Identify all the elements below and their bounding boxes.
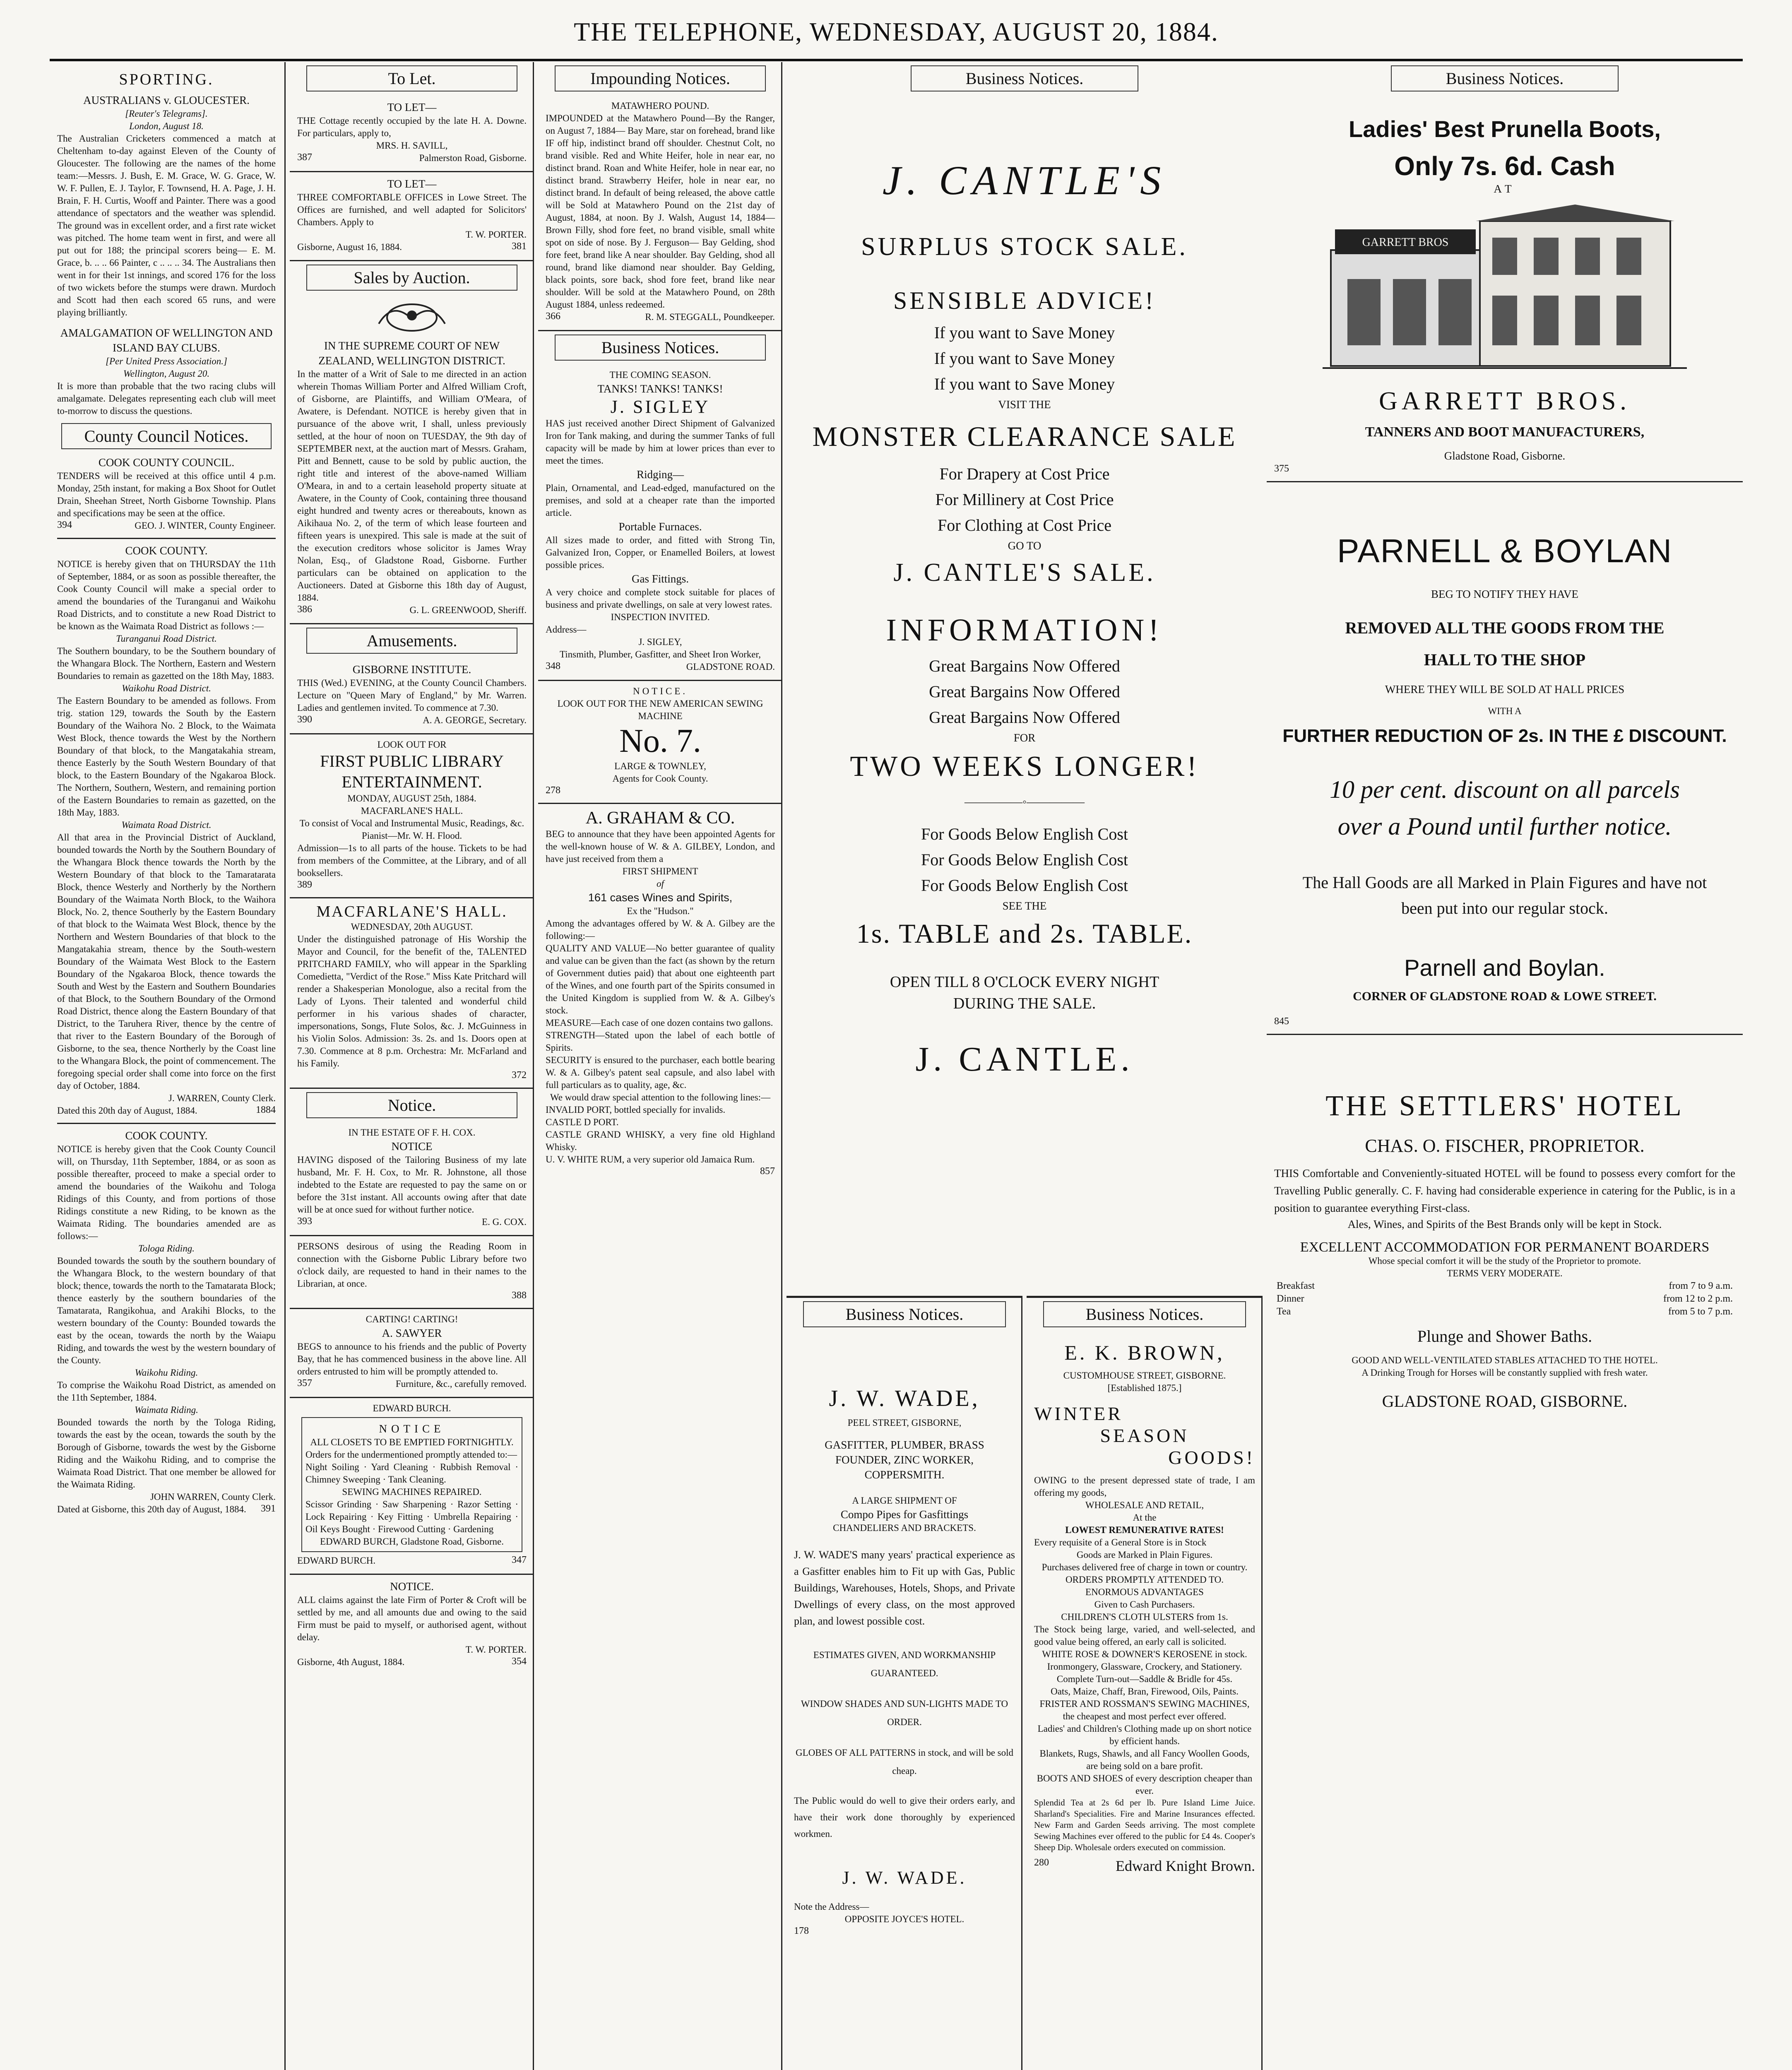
brown-owing: OWING to the present depressed state of trade, I am offering my goods, [1034, 1475, 1255, 1498]
brown-lowest: LOWEST REMUNERATIVE RATES! [1065, 1525, 1224, 1535]
signature: E. G. COX. [482, 1217, 527, 1227]
business-notices-header: Business Notices. [555, 335, 766, 361]
season-word: SEASON [1100, 1425, 1189, 1446]
cook-county-heading: COOK COUNTY. [57, 1123, 276, 1143]
settlers-ales: Ales, Wines, and Spirits of the Best Brands only will be kept in Stock. [1347, 1218, 1662, 1230]
business-notices-header: Business Notices. [803, 1301, 1006, 1327]
column-sporting [50, 62, 286, 2070]
ornament-divider: —————◦————— [965, 796, 1085, 809]
to-let-body: THE Cottage recently occupied by the late H. A. Downe. For particulars, apply to, [297, 116, 527, 138]
amalgamation-date: Wellington, August 20. [123, 368, 210, 379]
brown-established: [Established 1875.] [1107, 1383, 1182, 1393]
advantages-line: Among the advantages offered by W. & A. Gilbey are the following:— [546, 918, 775, 941]
tanks-heading: TANKS! TANKS! TANKS! [597, 383, 723, 395]
burch-closets: ALL CLOSETS TO BE EMPTIED FORTNIGHTLY. [310, 1437, 514, 1447]
wade-estimates: ESTIMATES GIVEN, AND WORKMANSHIP GUARANTEED. [813, 1650, 996, 1678]
look-out-line: LOOK OUT FOR [377, 739, 447, 750]
sporting-body: The Australian Cricketers commenced a match at Cheltenham to-day against Eleven of the County of Gloucester. The following are the names of the home team:—Messrs. J. Bush, E. M. Grace, W. G. Grace, W. W. F. Pullen, E. J. Taylor, F. Townsend, H. A. Page, J. H. Brain, F. H. Curtis, Wooff and Painter. There was a good attendance of spectators and the weather was splendid. The ground was in excellent order, and a first rate wicket was pitched. The home team went in first, and were all put out for 188; the principal scorers being— E. M. Grace, b. .. .. 66 Painter, c .. .. .. 34. The Australians then went in for their 1st innings, and scored 176 for the loss of two wickets before the stumps were drawn. Murdoch and Scott had then each scored 65 runs, and were playing brilliantly. [57, 133, 276, 318]
amalgamation-heading: AMALGAMATION OF WELLINGTON AND ISLAND BAY CLUBS. [60, 327, 273, 354]
wade-globes: GLOBES OF ALL PATTERNS in stock, and will be sold cheap. [795, 1747, 1014, 1776]
to-let-heading: TO LET— [387, 101, 437, 113]
ridging-heading: Ridging— [636, 468, 684, 481]
agents-line: Agents for Cook County. [612, 773, 708, 784]
bargains-line: Great Bargains Now Offered [929, 682, 1120, 701]
library-heading: FIRST PUBLIC LIBRARY ENTERTAINMENT. [320, 752, 504, 791]
parnell-removed: HALL TO THE SHOP [1424, 650, 1586, 669]
ad-number: 387 [297, 152, 312, 163]
parnell-where: WHERE THEY WILL BE SOLD AT HALL PRICES [1385, 683, 1625, 696]
settlers-hotel-name: THE SETTLERS' HOTEL [1325, 1090, 1684, 1122]
ad-number: 347 [512, 1555, 527, 1565]
notice-header: Notice. [306, 1092, 517, 1118]
column-right-ads [1267, 62, 1743, 2070]
wade-note: Note the Address— [794, 1902, 869, 1912]
furnaces-body: All sizes made to order, and fitted with Strong Tin, Galvanized Iron, Copper, or Enamelled Boilers, at lowest possible prices. [546, 535, 775, 570]
macfarlane-date: WEDNESDAY, 20th AUGUST. [351, 922, 473, 932]
inspection-line: INSPECTION INVITED. [611, 612, 710, 622]
cantle-advertisement [787, 62, 1263, 1283]
ad-number: 381 [512, 241, 527, 252]
wines-line: 161 cases Wines and Spirits, [588, 891, 733, 904]
brown-turnout: Complete Turn-out—Saddle & Bridle for 45s. [1056, 1674, 1233, 1684]
save-money-line: If you want to Save Money [934, 323, 1115, 342]
white-rum: U. V. WHITE RUM, a very superior old Jamaica Rum. [546, 1154, 755, 1165]
signature: R. M. STEGGALL, Poundkeeper. [645, 312, 775, 322]
burch-orders: Orders for the undermentioned promptly attended to:— [305, 1449, 517, 1460]
cook-county-heading: COOK COUNTY. [57, 538, 276, 558]
bargains-line: Great Bargains Now Offered [929, 657, 1120, 675]
wade-shades: WINDOW SHADES AND SUN-LIGHTS MADE TO ORDER. [801, 1699, 1008, 1727]
sawyer-body: BEGS to announce to his friends and the public of Poverty Bay, that he has commenced business in the above line. All orders entrusted to him will be promptly attended to. [297, 1341, 527, 1377]
burch-bottom-label: EDWARD BURCH. [297, 1555, 376, 1566]
wade-public: The Public would do well to give their orders early, and have their work done thoroughly by experienced workmen. [794, 1796, 1015, 1839]
riding-body: To comprise the Waikohu Road District, as amended on the 11th September, 1884. [57, 1380, 276, 1403]
brown-list: Splendid Tea at 2s 6d per lb. Pure Island Lime Juice. Sharland's Specialities. Fire and Marine Insurances effected. New Farm and Garden Seeds arriving. The most complete Sewing Machines ever offered to the public for £4 4s. Cooper's Sheep Dip. Wholesale orders executed on commission. [1034, 1798, 1255, 1852]
court-heading: IN THE SUPREME COURT OF NEW ZEALAND, WELLINGTON DISTRICT. [318, 339, 505, 367]
ad-number: 845 [1274, 1016, 1289, 1027]
sawyer-heading: A. SAWYER [382, 1327, 442, 1339]
below-cost-line: For Goods Below English Cost [921, 825, 1128, 843]
sawyer-footer: Furniture, &c., carefully removed. [395, 1379, 527, 1389]
two-weeks-longer: TWO WEEKS LONGER! [850, 751, 1199, 782]
riding-body: Bounded towards the south by the southern boundary of the Whangara Block, to the western boundary of that block; thence, towards the north to the Tamatarata Block; thence easterly by the southern boundaries of the Tamatarata, Rangikohua, and Arakihi Blocks, to the western boundary of the County: Bounded towards the east by the ocean, towards the north by the Waiapu Riding, and towards the west by the western boundary of the County. [57, 1256, 276, 1365]
brown-ladies: Ladies' and Children's Clothing made up on short notice by efficient hands. [1037, 1723, 1252, 1746]
meal-time: from 5 to 7 p.m. [1668, 1306, 1733, 1317]
cook-county-riding-notice: NOTICE is hereby given that the Cook County Council will, on Thursday, 11th September, 1884, or as soon as possible thereafter, proceed to make a special order to amend the boundaries of the Waikohu and Tologa Ridings of this County, and from portions of those Ridings constitute a new Riding, to be known as the Waimata Riding. The boundaries amended are as follows:— [57, 1144, 276, 1241]
tenders-body: TENDERS will be received at this office until 4 p.m. Monday, 25th instant, for making a Box Shoot for Outlet Drain, Sheehan Street, North Gisborne Township. Plans and specifications may be seen at the office. [57, 471, 276, 518]
goods-word: GOODS! [1168, 1447, 1255, 1468]
at-word: AT [1494, 183, 1516, 195]
county-council-notices-header: County Council Notices. [61, 423, 272, 449]
wade-street: PEEL STREET, GISBORNE, [847, 1418, 962, 1428]
settlers-whose: Whose special comfort it will be the study of the Proprietor to promote. [1368, 1256, 1641, 1266]
burch-repair: SEWING MACHINES REPAIRED. [342, 1487, 482, 1497]
cox-body: HAVING disposed of the Tailoring Business of my late husband, Mr. F. H. Cox, to Mr. R. Johnstone, all those indebted to the Estate are requested to pay the same on or before the 31st instant. All accounts owing after that date will be at once sued for without further notice. [297, 1155, 527, 1215]
coming-season: THE COMING SEASON. [609, 370, 711, 380]
brown-boots: BOOTS AND SHOES of every description cheaper than ever. [1037, 1773, 1253, 1796]
to-let-header: To Let. [306, 65, 517, 91]
wade-chandeliers: CHANDELIERS AND BRACKETS. [833, 1523, 976, 1533]
wade-pipes: Compo Pipes for Gasfittings [840, 1508, 969, 1521]
parnell-further-reduction: FURTHER REDUCTION OF 2s. IN THE £ DISCOUNT. [1282, 726, 1727, 746]
signature: J. WARREN, County Clerk. [168, 1093, 276, 1103]
institute-heading: GISBORNE INSTITUTE. [352, 663, 471, 676]
business-notices-header: Business Notices. [1043, 1301, 1246, 1327]
brown-at: At the [1133, 1512, 1157, 1523]
sigley-trade: Tinsmith, Plumber, Gasfitter, and Sheet Iron Worker, [560, 649, 761, 660]
burch-list: Scissor Grinding · Saw Sharpening · Razor Setting · Lock Repairing · Key Fitting · Umbrella Repairing · Oil Keys Bought · Firewood Cutting · Gardening [305, 1499, 518, 1534]
below-cost-line: For Goods Below English Cost [921, 850, 1128, 869]
brown-frister: FRISTER AND ROSSMAN'S SEWING MACHINES, the cheapest and most perfect ever offered. [1039, 1699, 1250, 1721]
burch-top-label: EDWARD BURCH. [373, 1403, 451, 1413]
column-impounding [538, 62, 782, 2070]
ad-number: 375 [1274, 463, 1289, 474]
brown-wholesale: WHOLESALE AND RETAIL, [1085, 1500, 1204, 1510]
brown-name: E. K. BROWN, [1064, 1341, 1225, 1364]
graham-body: BEG to announce that they have been appointed Agents for the well-known house of W. & A. GILBEY, London, and have just received from them a [546, 829, 775, 864]
settlers-terms: TERMS VERY MODERATE. [1447, 1268, 1563, 1278]
to-let-heading: TO LET— [387, 178, 437, 190]
meal-time: from 12 to 2 p.m. [1663, 1293, 1733, 1304]
amalgamation-source: [Per United Press Association.] [106, 356, 227, 366]
matawhero-body: IMPOUNDED at the Matawhero Pound—By the Ranger, on August 7, 1884— Bay Mare, star on forehead, brand like IF off hip, indistinct brand off shoulder. Chestnut Colt, no brand visible. Red and White Heifer, hole in near ear, no distinct brand. Roan and White Heifer, hole in near ear, no distinct brand. Strawberry Heifer, hole in near ear, no distinct brand. In default of being released, the above cattle will be Sold at Matawhero Pound on the 21st day of August, 1884, at noon. By J. Walsh, August 14, 1884— Brown Filly, shod fore feet, no brand visible, small white spot on side of nose. By J. Ferguson— Bay Gelding, shod fore feet, brand like A near shoulder. Bay Gelding, shod all round, brand like diamond near shoulder. Bay Gelding, black points, sore back, shod fore feet, brand like near shoulder. Will be sold at the Matawhero Pound, on 28th August 1884, unless redeemed. [546, 113, 775, 310]
brown-advertisement [1027, 1296, 1263, 2070]
brown-enormous: ENORMOUS ADVANTAGES [1085, 1587, 1204, 1597]
notice-heading: NOTICE. [633, 686, 688, 696]
security-body: SECURITY is ensured to the purchaser, each bottle bearing W. & A. Gilbey's patent seal capsule, and also label with full particulars as to quality, age, &c. [546, 1055, 775, 1090]
settlers-excellent: EXCELLENT ACCOMMODATION FOR PERMANENT BOARDERS [1300, 1240, 1710, 1255]
see-the: SEE THE [1002, 900, 1047, 912]
meal-name: Tea [1277, 1306, 1291, 1317]
parnell-with: WITH A [1488, 706, 1522, 716]
signature: MRS. H. SAVILL, [376, 140, 448, 151]
riding-body: Bounded towards the north by the Tologa Riding, towards the east by the ocean, towards the south by the Borough of Gisborne, towards the west by the Gisborne Riding and the Waikohu Riding, and to comprise the Waimata Road District. That one member be allowed for the Waimata Riding. [57, 1417, 276, 1490]
cook-county-council-heading: COOK COUNTY COUNCIL. [98, 456, 235, 469]
cost-price-line: For Millinery at Cost Price [935, 490, 1114, 509]
settlers-stables: GOOD AND WELL-VENTILATED STABLES ATTACHED TO THE HOTEL. [1352, 1355, 1658, 1365]
ad-number: 857 [760, 1166, 775, 1177]
notice-body: ALL claims against the late Firm of Porter & Croft will be settled by me, and all amounts due and owing to the said Firm must be paid to myself, or authorised agent, without delay. [297, 1595, 527, 1642]
burch-signature: EDWARD BURCH, Gladstone Road, Gisborne. [320, 1536, 504, 1547]
invalid-port: INVALID PORT, bottled specially for invalids. [546, 1105, 726, 1115]
ad-number: 372 [512, 1070, 527, 1081]
sensible-advice: SENSIBLE ADVICE! [893, 287, 1156, 314]
below-cost-line: For Goods Below English Cost [921, 876, 1128, 895]
brown-blankets: Blankets, Rugs, Shawls, and all Fancy Woollen Goods, are being sold on a bare profit. [1039, 1748, 1250, 1771]
settlers-proprietor: CHAS. O. FISCHER, PROPRIETOR. [1365, 1136, 1645, 1156]
ad-number: 348 [546, 661, 560, 672]
wade-name: J. W. WADE, [829, 1386, 980, 1411]
parnell-signature: Parnell and Boylan. [1404, 955, 1605, 981]
brown-ironmongery: Ironmongery, Glassware, Crockery, and Stationery. [1047, 1661, 1242, 1672]
brown-street: CUSTOMHOUSE STREET, GISBORNE. [1063, 1370, 1226, 1381]
dated-line: Gisborne, 4th August, 1884. [297, 1657, 405, 1667]
library-hall: MACFARLANE'S HALL. [361, 806, 463, 816]
institute-body: THIS (Wed.) EVENING, at the County Council Chambers. Lecture on "Queen Mary of England," by Mr. Warren. Ladies and gentlemen invited. To commence at 7.30. [297, 678, 527, 713]
sewing-body: LOOK OUT FOR THE NEW AMERICAN SEWING MACHINE [557, 698, 763, 721]
table-row [1274, 1305, 1735, 1318]
for-word: FOR [1013, 732, 1036, 744]
brown-orders: ORDERS PROMPTLY ATTENDED TO. [1066, 1574, 1224, 1585]
signature: G. L. GREENWOOD, Sheriff. [409, 605, 527, 615]
garrett-trade: TANNERS AND BOOT MANUFACTURERS, [1365, 424, 1645, 440]
impounding-header: Impounding Notices. [555, 65, 766, 91]
save-money-line: If you want to Save Money [934, 349, 1115, 368]
business-notices-header: Business Notices. [1391, 65, 1619, 91]
brown-marked: Goods are Marked in Plain Figures. [1076, 1550, 1213, 1560]
brown-ulsters: CHILDREN'S CLOTH ULSTERS from 1s. [1061, 1612, 1228, 1622]
sigley-body: HAS just received another Direct Shipment of Galvanized Iron for Tank making, and during the summer Tanks of full capacity will be made by him at lower prices than ever to meet the times. [546, 418, 775, 466]
garrett-address: Gladstone Road, Gisborne. [1444, 450, 1566, 462]
wade-trades: GASFITTER, PLUMBER, BRASS [825, 1439, 984, 1451]
cox-subheading: NOTICE [391, 1140, 433, 1153]
bargains-line: Great Bargains Now Offered [929, 708, 1120, 727]
meal-times-table [1274, 1280, 1735, 1318]
riding-title: Waimata Riding. [135, 1405, 198, 1415]
ad-number: 390 [297, 714, 312, 725]
monster-clearance-sale: MONSTER CLEARANCE SALE [812, 421, 1237, 452]
visit-the: VISIT THE [998, 398, 1051, 411]
cantle-signature: J. CANTLE. [915, 1040, 1134, 1078]
signature: JOHN WARREN, County Clerk. [150, 1492, 276, 1502]
quality-body: QUALITY AND VALUE—No better guarantee of quality and value can be given than the fact (as shown by the return of Government duties paid) that about one eighteenth part of the Wines, and one fourth part of the Spirits consumed in the United Kingdom is supplied from W. & A. Gilbey's stock. [546, 943, 775, 1016]
garrett-name: GARRETT BROS. [1379, 387, 1631, 415]
sigley-road: GLADSTONE ROAD. [686, 662, 775, 672]
brown-kerosene: WHITE ROSE & DOWNER'S KEROSENE in stock. [1042, 1649, 1247, 1659]
cantle-sale: J. CANTLE'S SALE. [893, 558, 1156, 587]
ad-number: 389 [297, 879, 312, 890]
burch-notice: NOTICE [379, 1423, 445, 1435]
library-pianist: Pianist—Mr. W. H. Flood. [361, 830, 462, 841]
meal-name: Breakfast [1277, 1281, 1315, 1291]
settlers-trough: A Drinking Trough for Horses will be constantly supplied with fresh water. [1361, 1367, 1648, 1378]
ad-number: 366 [546, 311, 560, 322]
surplus-stock-sale: SURPLUS STOCK SALE. [861, 233, 1188, 261]
brown-oats: Oats, Maize, Chaff, Bran, Firewood, Oils, Paints. [1051, 1686, 1239, 1697]
notice-heading: NOTICE. [390, 1580, 434, 1593]
gas-heading: Gas Fittings. [631, 573, 689, 585]
carting-heading: CARTING! CARTING! [366, 1314, 458, 1324]
district-title: Turanganui Road District. [116, 633, 217, 644]
ad-number: 386 [297, 604, 312, 615]
go-to: GO TO [1008, 539, 1042, 552]
winter-word: WINTER [1034, 1403, 1123, 1424]
address-label: Address— [546, 624, 587, 635]
court-body: In the matter of a Writ of Sale to me directed in an action wherein Thomas William Porter and Alfred William Croft, of Gisborne, are Plaintiffs, and William O'Meara, of Awatere, is Defendant. NOTICE is hereby given that in pursuance of the above writ, I shall, unless previously settled, at the hour of noon on TUESDAY, the 9th day of SEPTEMBER next, at the auction mart of Messrs. Graham, Pitt and Bennett, cause to be sold by public auction, the right title and interest of the above-named William O'Meara, in and to a certain leasehold property situate at Awatere, in the County of Cook, containing three thousand eight hundred and twenty acres or thereabouts, known as Aikihaua No. 2, of the term of which lease fourteen and fifteen years is unexpired. This sale is made at the suit of the execution creditors whose solicitor is James Wray Nolan, Esq., of Gladstone Road, Gisborne. Further particulars can be obtained on application to the Auctioneers. Dated at Gisborne this 18th day of August, 1884. [297, 369, 527, 603]
sporting-source: [Reuter's Telegrams]. [125, 108, 208, 119]
cantle-title: J. CANTLE'S [882, 157, 1167, 203]
save-money-line: If you want to Save Money [934, 375, 1115, 393]
brown-cash: Given to Cash Purchasers. [1094, 1599, 1195, 1610]
wade-trades: COPPERSMITH. [864, 1468, 945, 1481]
district-body: The Eastern Boundary to be amended as follows. From trig. station 129, towards the South by the Eastern Boundary of the Waihora No. 2 Block, to the Waimata West Block, thence towards the West by the Northern Boundary of that block, to the Mangatakahia stream, thence Easterly by the South Western Boundary of that block, to the Eastern Boundary of the Ngakaroa Block. The Northern, Southern, Western, and remaining portion of the Eastern Boundaries to remain as gazetted, on the 18th May, 1883. [57, 696, 276, 818]
sigley-name: J. SIGLEY, [638, 637, 682, 647]
gas-body: A very choice and complete stock suitable for places of business and private dwellings, on sale at very lowest rates. [546, 587, 775, 610]
ad-number: 354 [512, 1656, 527, 1667]
sporting-date: London, August 18. [129, 121, 204, 131]
amusements-header: Amusements. [306, 628, 517, 654]
store-sign-text: GARRETT BROS [1362, 236, 1449, 249]
parnell-corner: CORNER OF GLADSTONE ROAD & LOWE STREET. [1353, 989, 1657, 1003]
wade-signature: J. W. WADE. [842, 1868, 967, 1888]
signature: T. W. PORTER. [465, 1644, 527, 1655]
signature: T. W. PORTER. [465, 229, 527, 240]
dated-line: Dated this 20th day of August, 1884. [57, 1105, 197, 1116]
to-let-body: THREE COMFORTABLE OFFICES in Lowe Street. The Offices are furnished, and well adapted for Solicitors' Chambers. Apply to [297, 192, 527, 227]
open-till-line: OPEN TILL 8 O'CLOCK EVERY NIGHT DURING THE SALE. [890, 973, 1159, 1012]
sigley-heading: J. SIGLEY [610, 397, 710, 417]
graham-heading: A. GRAHAM & CO. [585, 809, 735, 828]
library-body: To consist of Vocal and Instrumental Music, Readings, &c. [299, 818, 524, 828]
masthead: THE TELEPHONE, WEDNESDAY, AUGUST 20, 1884. [50, 9, 1743, 61]
brown-purchases: Purchases delivered free of charge in town or country. [1042, 1562, 1248, 1572]
signature: A. A. GEORGE, Secretary. [423, 715, 527, 725]
district-body: All that area in the Provincial District of Auckland, bounded towards the North by the Southern Boundary of the Whangara Block thence towards the North by the Western Boundary of that block to the Tamaratarata Block, thence Westerly and Northerly by the Northern Boundary of the Waimata North Block, to the Waihora Block, No. 2, thence Southerly by the Eastern Boundary of that block to the Waimata West Block, thence by the Northern and Western Boundaries of that block to the Mangatakahia stream, thence by the South-western Boundary of the Waimata West Block to the Eastern Boundary of the Ngakaroa Block, thence towards the South and West by the Eastern and Southern Boundaries of that Block, to the Southern Boundary of the Ormond Road District, thence along the Eastern Boundary of that District, to the Taruhera River, thence by the centre of that river to the Eastern Boundary of the Borough of Gisborne, to the sea, thence Northerly by the Coast line to the Whangara Block, the point of commencement. The foregoing special order shall come into force on the first day of October, 1884. [57, 832, 276, 1091]
sales-by-auction-header: Sales by Auction. [306, 265, 517, 291]
wade-advertisement [787, 1296, 1022, 2070]
furnaces-heading: Portable Furnaces. [618, 520, 702, 533]
ad-number: 394 [57, 520, 72, 530]
district-title: Waikohu Road District. [122, 683, 211, 693]
parnell-ten-percent: 10 per cent. discount on all parcels [1330, 776, 1680, 803]
meal-name: Dinner [1277, 1293, 1304, 1304]
strength-body: STRENGTH—Stated upon the label of each bottle of Spirits. [546, 1030, 775, 1053]
ad-number: 178 [794, 1926, 809, 1936]
ad-number: 391 [261, 1503, 276, 1514]
first-shipment: FIRST SHIPMENT [622, 866, 698, 876]
castle-port: CASTLE D PORT. [546, 1117, 619, 1127]
ad-number: 393 [297, 1216, 312, 1227]
settlers-baths: Plunge and Shower Baths. [1417, 1327, 1592, 1346]
wade-opposite: OPPOSITE JOYCE'S HOTEL. [844, 1914, 965, 1924]
matawhero-heading: MATAWHERO POUND. [611, 101, 710, 111]
cook-county-notice: NOTICE is hereby given that on THURSDAY the 11th of September, 1884, or as soon as possible thereafter, the Cook County Council will make a special order to amend the boundaries of the Turanganui and Waikohu Road Districts, and to constitute a new Road District to be known as the Waimata Road District as follows :— [57, 559, 276, 631]
brown-requisite: Every requisite of a General Store is in Stock [1034, 1537, 1207, 1548]
dated-line: Gisborne, August 16, 1884. [297, 242, 402, 252]
ad-number: 357 [297, 1378, 312, 1389]
table-row [1274, 1293, 1735, 1305]
cost-price-line: For Clothing at Cost Price [938, 516, 1111, 534]
wade-trades: FOUNDER, ZINC WORKER, [835, 1454, 974, 1466]
of-word: of [657, 879, 664, 889]
large-townley: LARGE & TOWNLEY, [614, 761, 706, 771]
sporting-heading: SPORTING. [119, 71, 214, 88]
ad-number: 280 [1034, 1857, 1049, 1868]
attention-line: We would draw special attention to the following lines:— [550, 1092, 771, 1102]
castle-whisky: CASTLE GRAND WHISKY, a very fine old Highland Whisky. [546, 1129, 775, 1152]
settlers-address: GLADSTONE ROAD, GISBORNE. [1382, 1392, 1628, 1410]
parnell-name: PARNELL & BOYLAN [1337, 532, 1673, 569]
prunella-boots: Ladies' Best Prunella Boots, [1349, 116, 1661, 142]
library-date: MONDAY, AUGUST 25th, 1884. [347, 793, 476, 804]
coat-of-arms-icon [297, 299, 527, 338]
column-notices [290, 62, 534, 2070]
settlers-body: THIS Comfortable and Conveniently-situated HOTEL will be found to possess every comfort for the Travelling Public generally. C. F. having had considerable experience in catering for the Public, is in a position to guarantee everything First-class. [1274, 1167, 1735, 1214]
meal-time: from 7 to 9 a.m. [1669, 1281, 1733, 1291]
parnell-ten-percent: over a Pound until further notice. [1337, 813, 1672, 840]
measure-body: MEASURE—Each case of one dozen contains two gallons. [546, 1018, 773, 1028]
number-seven: No. 7. [619, 723, 701, 759]
parnell-removed: REMOVED ALL THE GOODS FROM THE [1345, 619, 1665, 637]
ridging-body: Plain, Ornamental, and Lead-edged, manufactured on the premises, and sold at a cheaper rate than the imported article. [546, 483, 775, 518]
brown-stock: The Stock being large, varied, and well-selected, and good value being offered, an early call is solicited. [1034, 1624, 1255, 1647]
wade-body: J. W. WADE'S many years' practical experience as a Gasfitter enables him to Fit up with Gas, Public Buildings, Warehouses, Hotels, Shops, and Private Dwellings of every class, on the most approved plan, and lowest possible cost. [794, 1549, 1015, 1627]
cox-heading: IN THE ESTATE OF F. H. COX. [348, 1127, 476, 1138]
sporting-subheading: AUSTRALIANS v. GLOUCESTER. [83, 94, 250, 106]
ad-number: 388 [512, 1290, 527, 1301]
riding-title: Waikohu Riding. [135, 1367, 198, 1378]
cost-price-line: For Drapery at Cost Price [939, 465, 1110, 483]
dated-line: Dated at Gisborne, this 20th day of August, 1884. [57, 1504, 246, 1514]
amalgamation-body: It is more than probable that the two racing clubs will amalgamate. Delegates representing each club will meet to-morrow to discuss the questions. [57, 381, 276, 416]
parnell-beg: BEG TO NOTIFY THEY HAVE [1431, 588, 1578, 600]
signature: GEO. J. WINTER, County Engineer. [135, 520, 276, 531]
ad-number: 1884 [256, 1105, 276, 1115]
business-notices-header: Business Notices. [911, 65, 1138, 91]
burch-services: Night Soiling · Yard Cleaning · Rubbish Removal · Chimney Sweeping · Tank Cleaning. [305, 1462, 518, 1485]
riding-title: Tologa Riding. [138, 1243, 195, 1254]
hudson-line: Ex the "Hudson." [627, 906, 694, 916]
macfarlane-heading: MACFARLANE'S HALL. [316, 903, 508, 920]
reading-room-body: PERSONS desirous of using the Reading Room in connection with the Gisborne Public Library before two o'clock daily, are requested to hand in their names to the Librarian, at once. [297, 1241, 527, 1289]
boots-price: Only 7s. 6d. Cash [1394, 151, 1615, 181]
address: Palmerston Road, Gisborne. [419, 153, 527, 163]
brown-signature: Edward Knight Brown. [1116, 1858, 1255, 1874]
district-title: Waimata Road District. [121, 820, 212, 830]
district-body: The Southern boundary, to be the Southern boundary of the Whangara Block. The Northern, Eastern and Western Boundaries to remain as gazetted on the 18th May, 1883. [57, 646, 276, 681]
library-admission: Admission—1s to all parts of the house. Tickets to be had from members of the Committee, at the Library, and of all booksellers. [297, 843, 527, 878]
macfarlane-body: Under the distinguished patronage of His Worship the Mayor and Council, for the benefit of the, TALENTED PRITCHARD FAMILY, who will appear in the Sparkling Comedietta, "Verdict of the Rose." Miss Kate Pritchard will render a Shakesperian Monologue, also a recital from the Lady of Lyons. Their talented and wonderful child performer in his various shades of character, impersonations, Songs, Flute Solos, &c. J. McGuinness in his Violin Solos. Admission: 3s. 2s. and 1s. Doors open at 7.30. Commence at 8 p.m. Orchestra: Mr. McFarland and his Family. [297, 934, 527, 1069]
ad-number: 278 [546, 785, 560, 796]
table-row [1274, 1280, 1735, 1293]
store-building-illustration [1323, 205, 1687, 378]
information-heading: INFORMATION! [886, 613, 1163, 647]
save-money-lines [787, 320, 1263, 397]
tables-line: 1s. TABLE and 2s. TABLE. [856, 919, 1193, 949]
wade-shipment: A LARGE SHIPMENT OF [852, 1495, 957, 1506]
parnell-hall-goods: The Hall Goods are all Marked in Plain Figures and have not been put into our regular stock. [1302, 873, 1707, 917]
